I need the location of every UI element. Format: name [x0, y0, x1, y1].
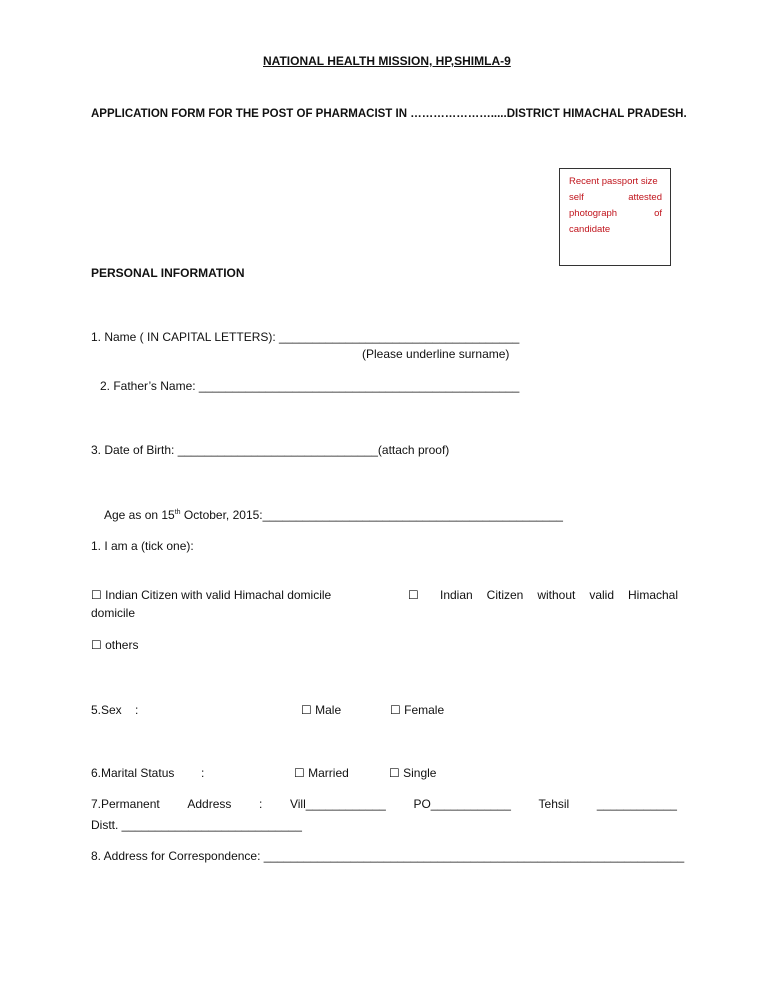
- date-of-birth-field[interactable]: 3. Date of Birth: ______________________________(attach proof): [91, 443, 450, 457]
- photo-box-word: photograph: [569, 208, 618, 219]
- district-field[interactable]: Distt. ___________________________: [91, 818, 302, 832]
- age-label-suffix: October, 2015:_____________________________________________: [180, 508, 563, 522]
- permanent-address-field[interactable]: [91, 797, 677, 811]
- marital-option-single[interactable]: [389, 766, 436, 780]
- citizenship-option-no-domicile-checkbox[interactable]: [408, 588, 419, 602]
- form-subtitle: APPLICATION FORM FOR THE POST OF PHARMACIST IN ………………….....DISTRICT HIMACHAL PRADESH.: [91, 108, 687, 120]
- option-word: Indian: [440, 588, 473, 602]
- checkbox-icon[interactable]: ☐: [91, 588, 102, 602]
- checkbox-icon[interactable]: ☐: [91, 638, 102, 652]
- marital-status-label: 6.Marital Status: [91, 766, 175, 780]
- age-label-prefix: Age as on 15: [104, 508, 175, 522]
- citizenship-option-no-domicile[interactable]: [440, 588, 678, 602]
- photo-box-word: attested: [628, 192, 662, 203]
- option-label-continuation: domicile: [91, 606, 136, 620]
- father-name-field[interactable]: 2. Father’s Name: ________________________________________________: [100, 379, 520, 393]
- citizenship-option-domicile[interactable]: [91, 588, 331, 602]
- option-label: Female: [404, 703, 445, 717]
- option-label: Male: [315, 703, 342, 717]
- sex-option-male[interactable]: [301, 703, 341, 717]
- address-word: :: [259, 797, 263, 811]
- option-label: Married: [308, 766, 349, 780]
- photo-box-word: of: [654, 208, 662, 219]
- option-word: Citizen: [486, 588, 524, 602]
- address-word: 7.Permanent: [91, 797, 160, 811]
- option-label: others: [105, 638, 139, 652]
- checkbox-icon[interactable]: ☐: [301, 703, 312, 717]
- photo-box-line2: [569, 190, 662, 206]
- option-label: Indian Citizen with valid Himachal domicile: [105, 588, 332, 602]
- option-word: without: [537, 588, 576, 602]
- sex-colon: :: [135, 703, 139, 717]
- address-word: Tehsil: [538, 797, 570, 811]
- citizenship-option-others[interactable]: [91, 638, 138, 652]
- marital-option-married[interactable]: [294, 766, 349, 780]
- correspondence-address-field[interactable]: 8. Address for Correspondence: _______________________________________________________________: [91, 849, 685, 863]
- age-label-sup: th: [174, 509, 181, 516]
- name-field-note: (Please underline surname): [362, 347, 510, 361]
- photo-box-line3: [569, 206, 662, 222]
- marital-status-colon: :: [201, 766, 205, 780]
- option-word: valid: [589, 588, 615, 602]
- age-field[interactable]: [104, 508, 563, 522]
- checkbox-icon[interactable]: ☐: [408, 588, 419, 602]
- option-label: Single: [403, 766, 437, 780]
- tehsil-field[interactable]: ____________: [596, 797, 677, 811]
- option-word: Himachal: [627, 588, 678, 602]
- photo-box-word: self: [569, 192, 584, 203]
- address-word: Address: [187, 797, 232, 811]
- photo-box-line4: candidate: [569, 224, 611, 235]
- sex-label: 5.Sex: [91, 703, 122, 717]
- page-title: NATIONAL HEALTH MISSION, HP,SHIMLA-9: [263, 54, 511, 68]
- checkbox-icon[interactable]: ☐: [390, 703, 401, 717]
- section-heading-personal: PERSONAL INFORMATION: [91, 266, 245, 280]
- photo-box-line1: Recent passport size: [569, 176, 658, 187]
- checkbox-icon[interactable]: ☐: [389, 766, 400, 780]
- photo-placeholder-box[interactable]: [559, 168, 671, 266]
- village-field[interactable]: Vill____________: [289, 797, 386, 811]
- post-office-field[interactable]: PO____________: [413, 797, 511, 811]
- citizenship-question: 1. I am a (tick one):: [91, 539, 194, 553]
- sex-option-female[interactable]: [390, 703, 444, 717]
- checkbox-icon[interactable]: ☐: [294, 766, 305, 780]
- name-field[interactable]: 1. Name ( IN CAPITAL LETTERS): ____________________________________: [91, 330, 520, 344]
